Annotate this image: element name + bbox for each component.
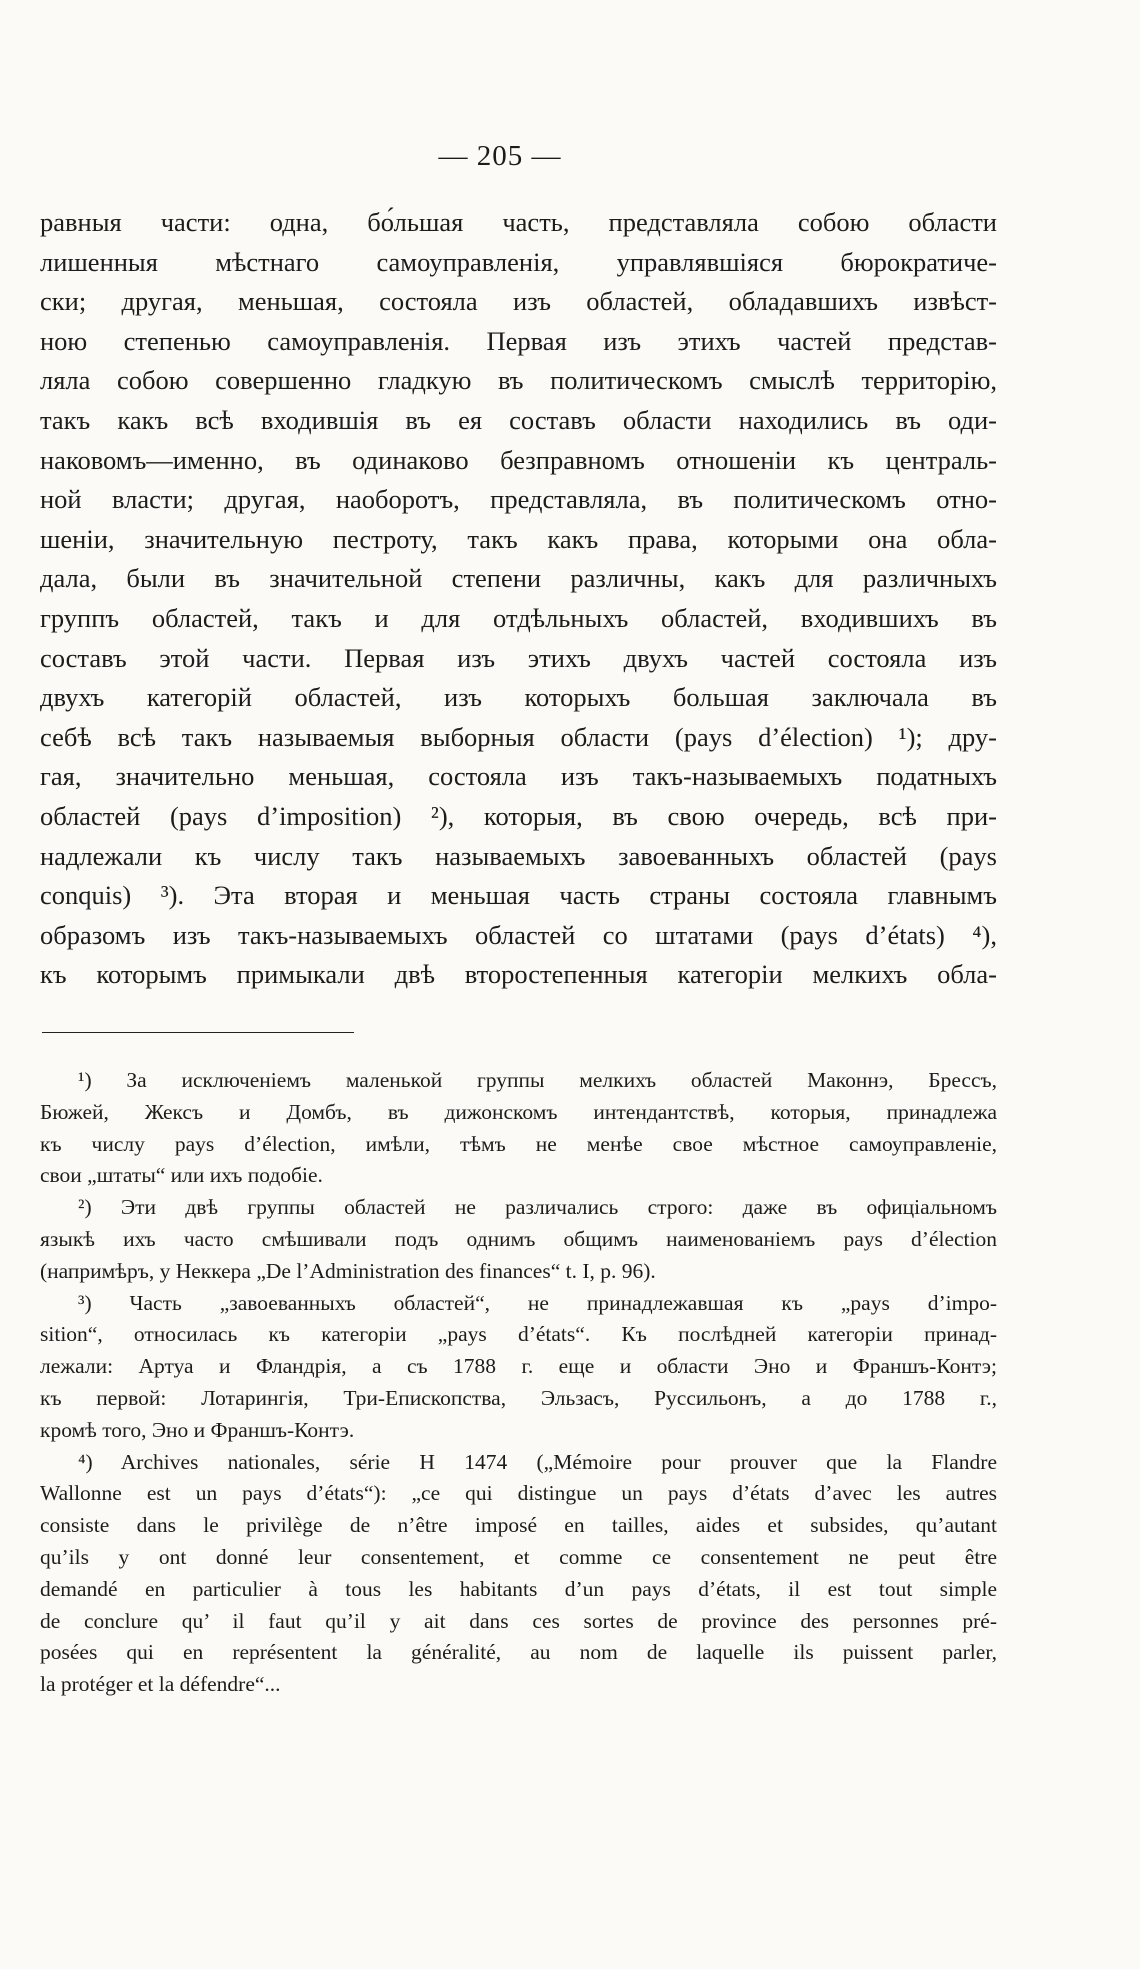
text-line: составъ этой части. Первая изъ этихъ двухъ частей состояла изъ xyxy=(40,642,997,673)
footnote-divider xyxy=(42,1032,354,1033)
footnote-line: къ числу pays d’élection, имѣли, тѣмъ не менѣе свое мѣстное самоуправленіе, xyxy=(40,1131,997,1156)
footnote-line: posées qui en représentent la généralité, au nom de laquelle ils puissent parler, xyxy=(40,1640,997,1665)
text-line: двухъ категорій областей, изъ которыхъ большая заключала въ xyxy=(40,682,997,713)
footnote-line: Бюжей, Жексъ и Домбъ, въ дижонскомъ интендантствѣ, которыя, принадлежа xyxy=(40,1099,997,1124)
footnote-line: ⁴) Archives nationales, série H 1474 („Mémoire pour prouver que la Flandre xyxy=(78,1449,997,1474)
footnote-line: consiste dans le privilège de n’être imposé en tailles, aides et subsides, qu’autant xyxy=(40,1513,997,1538)
footnote-line: demandé en particulier à tous les habitants d’un pays d’états, il est tout simple xyxy=(40,1576,997,1601)
text-line: ски; другая, меньшая, состояла изъ областей, обладавшихъ извѣст- xyxy=(40,286,997,317)
text-line: къ которымъ примыкали двѣ второстепенныя категоріи мелкихъ обла- xyxy=(40,959,997,990)
footnote-line: лежали: Артуа и Фландрія, а съ 1788 г. еще и области Эно и Франшъ-Контэ; xyxy=(40,1354,997,1379)
footnote-line: къ первой: Лотарингія, Три-Епископства, Эльзасъ, Руссильонъ, а до 1788 г., xyxy=(40,1385,997,1410)
footnote-line: ³) Часть „завоеванныхъ областей“, не принадлежавшая къ „pays d’impo- xyxy=(78,1290,997,1315)
text-line: такъ какъ всѣ входившія въ ея составъ области находились въ оди- xyxy=(40,404,997,435)
text-line: гая, значительно меньшая, состояла изъ такъ-называемыхъ податныхъ xyxy=(40,761,997,792)
text-line: равныя части: одна, бо́льшая часть, представляла собою области xyxy=(40,207,997,237)
text-line: conquis) ³). Эта вторая и меньшая часть страны состояла главнымъ xyxy=(40,880,997,911)
footnote-line: ²) Эти двѣ группы областей не различались строго: даже въ офиціальномъ xyxy=(78,1195,997,1220)
footnote-line: Wallonne est un pays d’états“): „ce qui distingue un pays d’états d’avec les autres xyxy=(40,1481,997,1506)
footnote-line: свои „штаты“ или ихъ подобіе. xyxy=(40,1163,323,1188)
footnote-line: ¹) За исключеніемъ маленькой группы мелкихъ областей Маконнэ, Брессъ, xyxy=(78,1068,997,1092)
text-line: образомъ изъ такъ-называемыхъ областей со штатами (pays d’états) ⁴), xyxy=(40,919,997,950)
text-line: областей (pays d’imposition) ²), которыя, въ свою очередь, всѣ при- xyxy=(40,800,997,831)
text-line: наковомъ—именно, въ одинаково безправномъ отношеніи къ централь- xyxy=(40,444,997,475)
text-line: себѣ всѣ такъ называемыя выборныя области (pays d’élection) ¹); дру- xyxy=(40,721,997,752)
text-line: дала, были въ значительной степени различны, какъ для различныхъ xyxy=(40,563,997,594)
main-text xyxy=(40,203,997,995)
footnote-line: (напримѣръ, у Неккера „De l’Administration des finances“ t. I, p. 96). xyxy=(40,1258,656,1283)
footnotes xyxy=(40,1065,997,1701)
text-line: надлежали къ числу такъ называемыхъ завоеванныхъ областей (pays xyxy=(40,840,997,871)
text-line: группъ областей, такъ и для отдѣльныхъ областей, входившихъ въ xyxy=(40,602,997,633)
footnote-1 xyxy=(40,1065,997,1192)
footnote-3 xyxy=(40,1288,997,1447)
text-line: ною степенью самоуправленія. Первая изъ этихъ частей представ- xyxy=(40,325,997,356)
footnote-line: qu’ils y ont donné leur consentement, et comme ce consentement ne peut être xyxy=(40,1544,997,1569)
text-line: шеніи, значительную пестроту, такъ какъ права, которыми она обла- xyxy=(40,523,997,554)
footnote-line: sition“, относилась къ категоріи „pays d’états“. Къ послѣдней категоріи принад- xyxy=(40,1322,997,1347)
text-line: ной власти; другая, наоборотъ, представляла, въ политическомъ отно- xyxy=(40,484,997,515)
text-line: ляла собою совершенно гладкую въ политическомъ смыслѣ территорію, xyxy=(40,365,997,396)
footnote-line: языкѣ ихъ часто смѣшивали подъ однимъ общимъ наименованіемъ pays d’élection xyxy=(40,1226,997,1251)
footnote-line: кромѣ того, Эно и Франшъ-Контэ. xyxy=(40,1417,355,1442)
footnote-line: de conclure qu’ il faut qu’il y ait dans ces sortes de province des personnes pré- xyxy=(40,1608,997,1633)
footnote-4 xyxy=(40,1447,997,1701)
text-line: лишенныя мѣстнаго самоуправленія, управлявшіяся бюрократиче- xyxy=(40,246,997,277)
page-number: — 205 — xyxy=(438,140,562,172)
footnote-line: la protéger et la défendre“... xyxy=(40,1672,281,1697)
footnote-2 xyxy=(40,1192,997,1287)
